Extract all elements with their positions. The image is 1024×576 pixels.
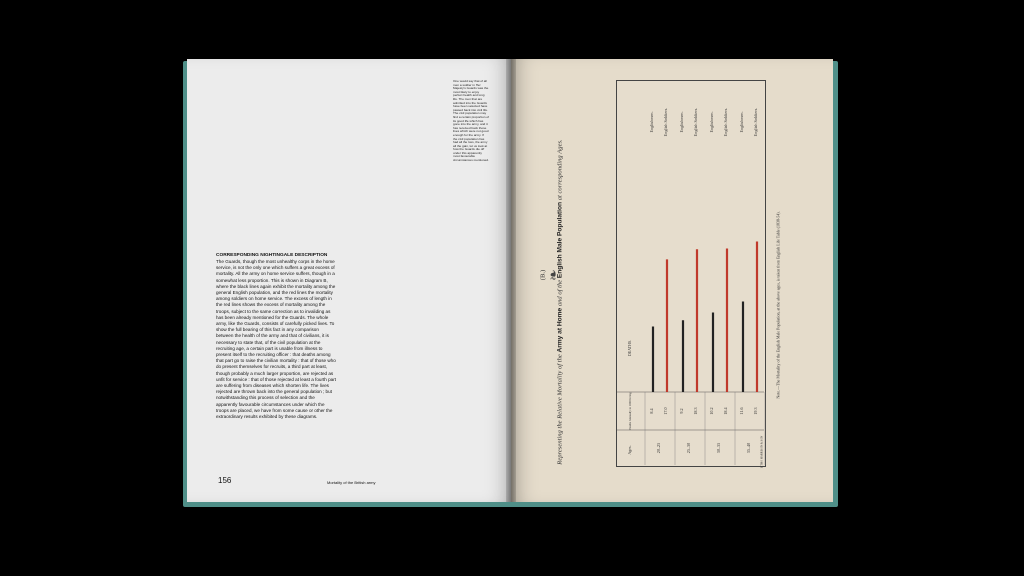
series-label: Englishmen. bbox=[739, 111, 744, 133]
age-label: 20–25 bbox=[656, 442, 661, 454]
value-label: 8.4 bbox=[649, 408, 654, 414]
title-bold-army: Army at Home bbox=[556, 307, 564, 353]
sidenote: One would say that of all men a soldier in Her Majesty's Guards was the most likely to enjoy perfect health and long life. The men that are admitted into the Guards have been selected have passed back into civil life. The civil population may find a certain proportion of its good life which has gone into the army, and it has received back those lives which were not good enough for the army. If the civil population has had all the loss, the army all the gain, let us look at how the Guards die off under this apparently most favourable circumstances mentioned. bbox=[453, 79, 489, 163]
title-bold-population: English Male Population bbox=[556, 201, 564, 279]
col-deaths: DEATHS. bbox=[627, 339, 632, 357]
value-label: 9.2 bbox=[679, 408, 684, 414]
value-label: 17.0 bbox=[663, 407, 668, 415]
col-ages: Ages. bbox=[627, 445, 632, 455]
description-title: CORRESPONDING NIGHTINGALE DESCRIPTION bbox=[216, 253, 328, 258]
printer-credit: LITHO HARRISON & SON bbox=[760, 435, 764, 469]
series-label: Englishmen. bbox=[649, 111, 654, 133]
series-label: English Soldiers. bbox=[663, 107, 668, 137]
page-number: 156 bbox=[218, 476, 232, 485]
title-pre: Representing the Relative Mortality of the bbox=[556, 352, 564, 465]
description-body: The Guards, though the most unhealthy corps in the home service, is not the only one which suffers a great excess of mortality. All the army on home service suffers, though in a somewhat less proportion. This is shown in Diagram B, where the black lines again exhibit the mortality among the general English population, and the red lines the mortality among soldiers on home service. The excess of length in the red lines shows the excess of mortality among the troops, subject to the same correction as to invaliding as has been already mentioned for the Guards. The whole army, like the Guards, consists of carefully picked lives. To show the full bearing of this fact in any comparison between the health of the army and that of civilians, it is necessary to state that, of the civil population at the recruiting age, a certain part is unable from illness to present itself to the recruiting officer : that deaths among that part go to raise the civilian mortality : that of those who do present themselves for recruits, a third part at least, though probably a much larger proportion, are rejected as unfit for service : that of those rejected at least a fourth part are suffering from diseases which shorten life. The lives rejected are thrown back into the general population ; but notwithstanding this process of selection and the apparently favourable circumstances under which the troops are placed, we have from some cause or other the extraordinary results exhibited by these diagrams. bbox=[216, 259, 337, 420]
series-label: Englishmen. bbox=[679, 111, 684, 133]
value-label: 19.3 bbox=[753, 407, 758, 415]
value-label: 18.4 bbox=[723, 407, 728, 415]
age-label: 25–30 bbox=[686, 442, 691, 454]
series-label: English Soldiers. bbox=[753, 107, 758, 137]
value-label: 18.3 bbox=[693, 407, 698, 415]
running-footer: Mortality of the British army bbox=[327, 480, 376, 485]
age-label: 35–40 bbox=[746, 442, 751, 454]
series-label: English Soldiers. bbox=[693, 107, 698, 137]
value-label: 11.6 bbox=[739, 407, 744, 415]
ornament-icon: ❧ bbox=[546, 269, 562, 281]
col-deaths-annually: Deaths Annually to 1000 living. bbox=[628, 391, 632, 431]
title-post: at corresponding Ages. bbox=[556, 139, 564, 202]
series-label: English Soldiers. bbox=[723, 107, 728, 137]
series-label: Englishmen. bbox=[709, 111, 714, 133]
diagram-note: Note.—The Mortality of the English Male Population, at the above ages, is taken from English Life Table (1838-54). bbox=[775, 211, 781, 399]
diagram-label: (B.) bbox=[539, 269, 547, 281]
title-mid: and of the bbox=[556, 278, 564, 308]
value-label: 10.2 bbox=[709, 407, 714, 415]
age-label: 30–35 bbox=[716, 442, 721, 454]
